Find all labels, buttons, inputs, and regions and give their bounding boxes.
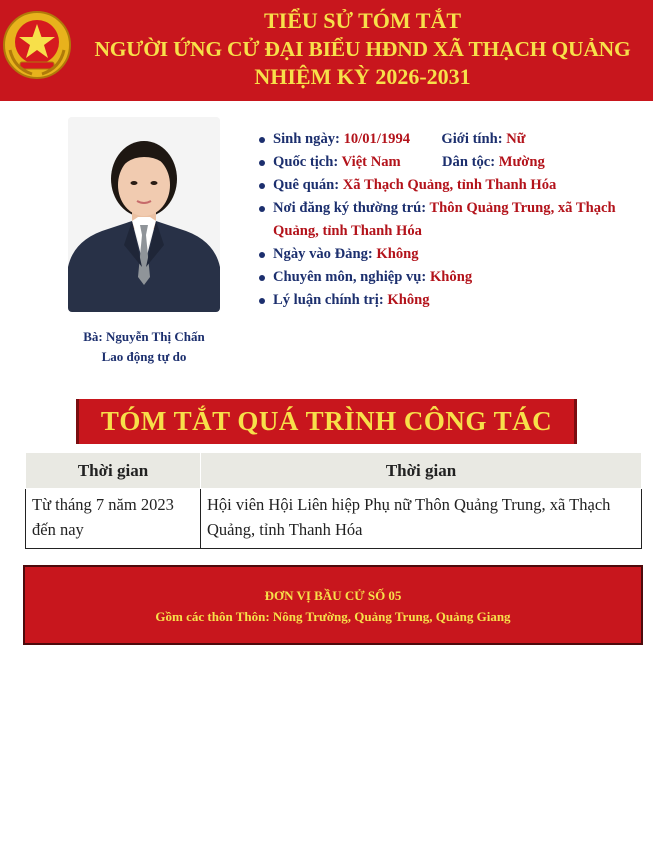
info-item-party — [257, 243, 647, 266]
electoral-unit-box — [23, 565, 643, 645]
ethnicity-label: Dân tộc: — [442, 154, 496, 170]
candidate-info-list — [257, 128, 647, 312]
info-item-politics — [257, 289, 647, 312]
table-row — [26, 489, 642, 549]
table-cell-time: Từ tháng 7 năm 2023 đến nay — [26, 489, 201, 549]
party-label: Ngày vào Đảng: — [273, 246, 373, 262]
gender-label: Giới tính: — [441, 131, 503, 147]
info-item-dob-gender — [257, 128, 647, 151]
title-line-2: NGƯỜI ỨNG CỬ ĐẠI BIỂU HĐND XÃ THẠCH QUẢNG — [94, 37, 631, 61]
table-cell-description: Hội viên Hội Liên hiệp Phụ nữ Thôn Quảng Trung, xã Thạch Quảng, tỉnh Thanh Hóa — [201, 489, 642, 549]
info-item-profession — [257, 266, 647, 289]
national-emblem-icon — [2, 10, 72, 80]
gender-value: Nữ — [506, 131, 526, 147]
info-item-hometown — [257, 174, 647, 197]
candidate-occupation: Lao động tự do — [101, 349, 187, 364]
profession-value: Không — [429, 269, 473, 285]
electoral-unit-villages: Gồm các thôn Thôn: Nông Trường, Quảng Trung, Quảng Giang — [155, 609, 511, 624]
info-item-residence — [257, 197, 647, 243]
document-title — [72, 8, 653, 90]
profession-label: Chuyên môn, nghiệp vụ: — [273, 269, 427, 285]
hometown-label: Quê quán: — [273, 177, 340, 193]
candidate-caption — [68, 327, 220, 367]
candidate-photo — [68, 117, 220, 312]
candidate-name: Bà: Nguyễn Thị Chấn — [83, 329, 205, 344]
ethnicity-value: Mường — [498, 154, 545, 170]
table-header-row — [26, 453, 642, 489]
residence-label: Nơi đăng ký thường trú: — [273, 200, 427, 216]
title-line-3: NHIỆM KỲ 2026-2031 — [254, 64, 471, 89]
politics-label: Lý luận chính trị: — [273, 292, 384, 308]
electoral-unit-title: ĐƠN VỊ BẦU CỬ SỐ 05 — [264, 588, 402, 603]
info-item-nationality-ethnicity — [257, 151, 647, 174]
nationality-value: Việt Nam — [341, 154, 401, 170]
title-line-1: TIỂU SỬ TÓM TẮT — [263, 8, 462, 33]
work-history-table — [25, 452, 642, 549]
header-banner — [0, 0, 653, 101]
table-header-description: Thời gian — [201, 453, 642, 489]
dob-label: Sinh ngày: — [273, 131, 340, 147]
party-value: Không — [376, 246, 419, 262]
table-header-time: Thời gian — [26, 453, 201, 489]
hometown-value: Xã Thạch Quảng, tỉnh Thanh Hóa — [342, 177, 557, 193]
work-history-banner: TÓM TẮT QUÁ TRÌNH CÔNG TÁC — [76, 399, 577, 444]
residence-value: Thôn Quảng Trung, xã Thạch Quảng, tỉnh Thanh Hóa — [273, 200, 616, 239]
dob-value: 10/01/1994 — [343, 131, 411, 147]
nationality-label: Quốc tịch: — [273, 154, 339, 170]
politics-value: Không — [387, 292, 430, 308]
